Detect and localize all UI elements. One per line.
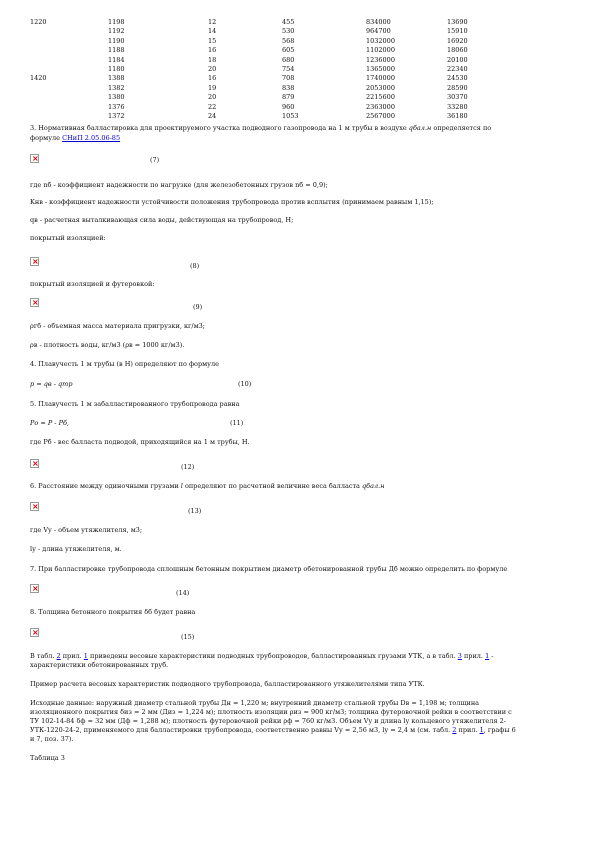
broken-image-icon xyxy=(30,584,39,593)
table-cell: 33280 xyxy=(447,102,468,111)
broken-image-icon xyxy=(30,459,39,468)
table-cell: 1365000 xyxy=(366,64,395,73)
appendix-1-link[interactable]: 1 xyxy=(479,726,484,734)
table-cell: 1184 xyxy=(108,55,125,64)
broken-image-icon xyxy=(30,628,39,637)
table-cell: 36180 xyxy=(447,111,468,120)
table-cell: 13690 xyxy=(447,18,468,26)
formula-11: Pо = P - Pб, xyxy=(30,419,69,427)
table-row xyxy=(0,56,595,65)
table-cell: 1180 xyxy=(108,64,125,73)
eq-number: (15) xyxy=(181,633,195,641)
table-2-link[interactable]: 2 xyxy=(452,726,457,734)
def-rho-gr: ρгб - объемная масса материала пригрузки, кг/м3; xyxy=(30,322,206,330)
table-cell: 1188 xyxy=(108,46,125,55)
source-line: ТУ 102-14-84 δф = 32 мм (Дф = 1,288 м); плотность футеровочной рейки ρф = 760 кг/м3. Объем Vу и длина lу кольцевого утяжелителя 2- xyxy=(30,717,506,725)
broken-image-icon xyxy=(30,257,39,266)
eq-number: (8) xyxy=(190,262,200,270)
para-6: 6. Расстояние между одиночными грузами l определяют по расчетной величине веса балласта qбал.н xyxy=(30,482,385,490)
table-cell: 838 xyxy=(282,83,295,92)
table-cell: 18060 xyxy=(447,46,468,55)
example-heading: Пример расчета весовых характеристик подводного трубопровода, балластированного утяжелителями типа УТК. xyxy=(30,680,425,688)
table-row xyxy=(0,103,595,112)
table-cell: 960 xyxy=(282,102,295,111)
table-cell: 20 xyxy=(208,93,217,102)
source-line: Исходные данные: наружный диаметр стальной трубы Дн = 1,220 м; внутренний диаметр стальной трубы Dв = 1,198 м; толщина xyxy=(30,699,480,707)
table-cell: 455 xyxy=(282,18,295,26)
table-row xyxy=(0,37,595,46)
data-table xyxy=(0,18,595,121)
table-cell: 568 xyxy=(282,36,295,45)
table-row xyxy=(0,74,595,83)
para-3-cont: формуле СНиП 2.05.06-85 xyxy=(30,134,121,142)
table-cell: 1192 xyxy=(108,27,125,36)
snip-link[interactable]: СНиП 2.05.06-85 xyxy=(62,134,121,142)
para-5: 5. Плавучесть 1 м забалластированного трубопровода равна xyxy=(30,400,240,408)
def-vu: где Vу - объем утяжелителя, м3; xyxy=(30,526,143,534)
table-cell: 15910 xyxy=(447,27,468,36)
table-cell: 834000 xyxy=(366,18,391,26)
table-cell: 2215600 xyxy=(366,93,395,102)
table-cell: 1032000 xyxy=(366,36,395,45)
def-qv: qв - расчетная выталкивающая сила воды, действующая на трубопровод, Н; xyxy=(30,216,294,224)
table-cell: 14 xyxy=(208,27,217,36)
appendix-1-link[interactable]: 1 xyxy=(485,652,490,660)
table-cell: 1388 xyxy=(108,74,125,83)
eq-number: (14) xyxy=(176,589,190,597)
para-8: 8. Толщина бетонного покрытия δб будет равна xyxy=(30,608,196,616)
table-cell: 879 xyxy=(282,93,295,102)
eq-number: (12) xyxy=(181,463,195,471)
label-insulated-lined: покрытый изоляцией и футеровкой: xyxy=(30,280,155,288)
table-cell: 16920 xyxy=(447,36,468,45)
table-cell: 2363000 xyxy=(366,102,395,111)
eq-number: (9) xyxy=(193,303,203,311)
table-row xyxy=(0,46,595,55)
table-cell: 1382 xyxy=(108,83,125,92)
table-cell: 22 xyxy=(208,102,217,111)
tables-ref: В табл. 2 прил. 1 приведены весовые характеристики подводных трубопроводов, балластированных грузами УТК, а в табл. 3 прил. 1 - xyxy=(30,652,494,660)
table-cell: 16 xyxy=(208,46,217,55)
table-cell: 708 xyxy=(282,74,295,83)
formula-10: p = qв - qтр xyxy=(30,380,73,388)
def-rho-v: ρв - плотность воды, кг/м3 (ρв = 1000 кг/м3). xyxy=(30,341,185,349)
para-4: 4. Плавучесть 1 м трубы (в Н) определяют по формуле xyxy=(30,360,219,368)
eq-number: (7) xyxy=(150,156,160,164)
source-line: УТК-1220-24-2, применяемого для балластировки трубопровода, соответственно равны Vу = 2,56 м3, lу = 2,4 м (см. табл. 2 прил. 1, графы 6 xyxy=(30,726,516,734)
table-2-link[interactable]: 2 xyxy=(56,652,61,660)
table-cell: 2567000 xyxy=(366,111,395,120)
eq-number: (10) xyxy=(238,380,252,388)
broken-image-icon xyxy=(30,502,39,511)
table-cell: 1220 xyxy=(30,18,47,26)
table-row xyxy=(0,18,595,27)
tables-ref-cont: характеристики обетонированных труб. xyxy=(30,661,169,669)
table-cell: 24 xyxy=(208,111,217,120)
def-pb: где Pб - вес балласта подводой, приходящийся на 1 м трубы, Н. xyxy=(30,438,250,446)
table-cell: 20 xyxy=(208,64,217,73)
table-cell: 1053 xyxy=(282,111,299,120)
table-cell: 1380 xyxy=(108,93,125,102)
table-cell: 1420 xyxy=(30,74,47,83)
para-3: 3. Нормативная балластировка для проектируемого участка подводного газопровода на 1 м трубы в воздухе qбал.н определяется по xyxy=(30,124,492,132)
table-cell: 1190 xyxy=(108,36,125,45)
table-cell: 18 xyxy=(208,55,217,64)
table-cell: 605 xyxy=(282,46,295,55)
table-cell: 964700 xyxy=(366,27,391,36)
table-cell: 16 xyxy=(208,74,217,83)
table-row xyxy=(0,84,595,93)
table-cell: 680 xyxy=(282,55,295,64)
table-cell: 1198 xyxy=(108,18,125,26)
table-cell: 1372 xyxy=(108,111,125,120)
table-cell: 22340 xyxy=(447,64,468,73)
para-7: 7. При балластировке трубопровода сплошным бетонным покрытием диаметр обетонированной трубы Дб можно определить по формуле xyxy=(30,565,508,573)
table-cell: 1376 xyxy=(108,102,125,111)
table-cell: 2053000 xyxy=(366,83,395,92)
table-row xyxy=(0,65,595,74)
def-knv: Kнв - коэффициент надежности устойчивости положения трубопровода против всплытия (принимаем равным 1,15); xyxy=(30,198,434,206)
table-row xyxy=(0,27,595,36)
table-cell: 28590 xyxy=(447,83,468,92)
table-cell: 530 xyxy=(282,27,295,36)
broken-image-icon xyxy=(30,154,39,163)
table-cell: 24530 xyxy=(447,74,468,83)
table-caption: Таблица 3 xyxy=(30,754,65,762)
table-3-link[interactable]: 3 xyxy=(457,652,462,660)
eq-number: (13) xyxy=(188,507,202,515)
appendix-1-link[interactable]: 1 xyxy=(83,652,88,660)
table-row xyxy=(0,93,595,102)
source-line: изоляционного покрытия δиз = 2 мм (Диз = 1,224 м); плотность изоляции ρиз = 900 кг/м3; толщина футеровочной рейки в соответствии с xyxy=(30,708,512,716)
table-row xyxy=(0,112,595,121)
eq-number: (11) xyxy=(230,419,244,427)
table-cell: 1236000 xyxy=(366,55,395,64)
table-cell: 15 xyxy=(208,36,217,45)
table-cell: 19 xyxy=(208,83,217,92)
def-nb: где nб - коэффициент надежности по нагрузке (для железобетонных грузов nб = 0,9); xyxy=(30,181,328,189)
def-lu: lу - длина утяжелителя, м. xyxy=(30,545,122,553)
table-cell: 1102000 xyxy=(366,46,395,55)
label-insulated: покрытый изоляцией: xyxy=(30,234,106,242)
table-cell: 30370 xyxy=(447,93,468,102)
table-cell: 1740000 xyxy=(366,74,395,83)
source-line: и 7, поз. 37). xyxy=(30,735,74,743)
table-cell: 754 xyxy=(282,64,295,73)
table-cell: 12 xyxy=(208,18,217,26)
broken-image-icon xyxy=(30,298,39,307)
table-cell: 20100 xyxy=(447,55,468,64)
